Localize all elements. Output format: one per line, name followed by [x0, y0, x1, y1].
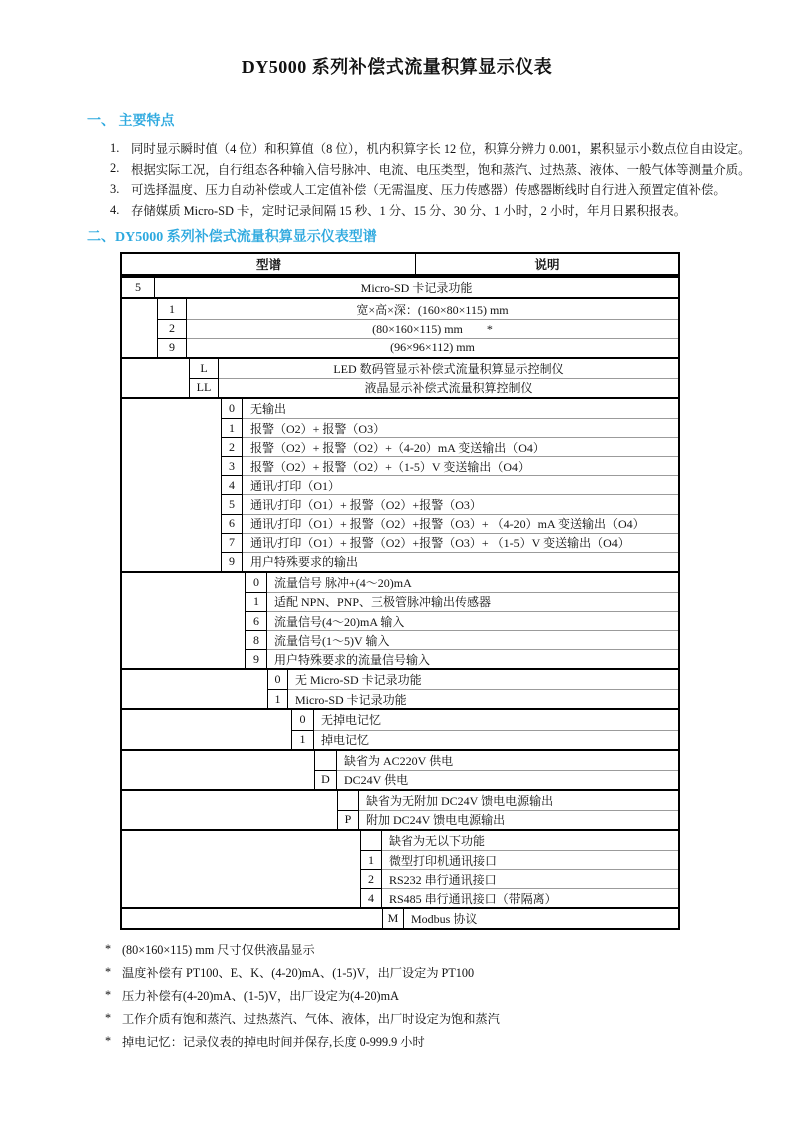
model-desc-cell: 通讯/打印（O1） — [243, 475, 678, 494]
model-desc-cell: (80×160×115) mm * — [187, 319, 678, 338]
model-spectrum-table — [120, 252, 680, 930]
model-desc-cell: 用户特殊要求的输出 — [243, 552, 678, 571]
model-desc-cell: RS485 串行通讯接口（带隔离） — [382, 888, 678, 907]
table-header-row — [122, 254, 678, 276]
model-desc-cell: 报警（O2）+ 报警（O2）+（4-20）mA 变送输出（O4） — [243, 437, 678, 456]
model-code-cell: 1 — [222, 418, 243, 437]
group-indent-cell — [122, 710, 292, 748]
model-code-cell — [338, 791, 359, 810]
table-row — [361, 869, 678, 888]
model-code-cell — [361, 831, 382, 850]
model-code-cell: 0 — [268, 670, 288, 689]
model-desc-cell: LED 数码管显示补偿式流量积算显示控制仪 — [333, 361, 564, 376]
table-row — [222, 399, 678, 418]
table-row — [122, 278, 678, 297]
table-row — [315, 770, 678, 789]
table-row — [190, 359, 678, 378]
model-desc-cell: Micro-SD 卡记录功能 — [288, 689, 678, 708]
table-row — [222, 437, 678, 456]
footnote-line — [105, 1007, 707, 1030]
table-row — [315, 751, 678, 770]
model-code-cell: 4 — [222, 475, 243, 494]
group-indent-cell — [122, 909, 383, 928]
model-code-cell: 9 — [246, 649, 267, 668]
table-row — [246, 592, 678, 611]
model-code-cell: 6 — [222, 514, 243, 533]
table-group — [122, 297, 678, 356]
model-desc-cell: (96×96×112) mm — [187, 338, 678, 357]
table-group — [122, 397, 678, 571]
model-desc-cell: 宽×高×深：(160×80×115) mm — [356, 302, 509, 317]
table-row — [361, 850, 678, 869]
model-code-cell: M — [383, 909, 404, 928]
model-desc-cell: 报警（O2）+ 报警（O2）+（1-5）V 变送输出（O4） — [243, 456, 678, 475]
group-indent-cell — [122, 791, 338, 829]
list-number: 2. — [110, 161, 120, 176]
model-desc-cell: 微型打印机通讯接口 — [382, 850, 678, 869]
model-code-cell: 2 — [222, 437, 243, 456]
footnote-text: (80×160×115) mm 尺寸仅供液晶显示 — [122, 943, 315, 958]
model-code-cell: 9 — [158, 338, 187, 357]
table-group — [122, 789, 678, 829]
table-group — [122, 357, 678, 397]
group-indent-cell — [122, 670, 268, 708]
model-code-cell: 1 — [158, 299, 187, 318]
table-row — [268, 689, 678, 708]
table-row — [292, 730, 678, 749]
section-2-heading: 二、DY5000 系列补偿式流量积算显示仪表型谱 — [87, 230, 377, 246]
group-indent-cell — [122, 299, 158, 356]
asterisk-marker: * — [105, 942, 112, 957]
asterisk-marker: * — [105, 1034, 112, 1049]
table-row — [222, 456, 678, 475]
asterisk-marker: * — [105, 988, 112, 1003]
table-row — [158, 299, 678, 318]
model-code-cell: 0 — [292, 710, 314, 729]
table-row — [222, 533, 678, 552]
model-desc-cell: 液晶显示补偿式流量积算控制仪 — [219, 378, 678, 397]
table-group — [122, 668, 678, 708]
model-desc-cell: 用户特殊要求的流量信号输入 — [267, 649, 678, 668]
model-code-cell: 0 — [222, 399, 243, 418]
footnote-text: 工作介质有饱和蒸汽、过热蒸汽、气体、液体，出厂时设定为饱和蒸汽 — [122, 1012, 500, 1027]
footnote-line — [105, 984, 707, 1007]
feature-text: 同时显示瞬时值（4 位）和积算值（8 位），机内积算字长 12 位，积算分辨力 0.001，累积显示小数点位自由设定。 — [131, 142, 751, 157]
table-row — [361, 888, 678, 907]
model-code-cell: 0 — [246, 573, 267, 592]
group-indent-cell — [122, 573, 246, 668]
table-row — [190, 378, 678, 397]
model-code-cell: 5 — [222, 494, 243, 513]
footnote-line — [105, 961, 707, 984]
table-group — [122, 749, 678, 789]
table-group — [122, 571, 678, 668]
model-desc-cell: 缺省为 AC220V 供电 — [344, 753, 454, 768]
table-row — [246, 611, 678, 630]
table-row — [292, 710, 678, 729]
table-row — [246, 573, 678, 592]
model-code-cell: P — [338, 810, 359, 829]
table-row — [246, 630, 678, 649]
table-row — [338, 791, 678, 810]
table-row — [222, 552, 678, 571]
model-code-cell: 7 — [222, 533, 243, 552]
page-title: DY5000 系列补偿式流量积算显示仪表 — [241, 57, 553, 77]
group-indent-cell — [122, 831, 361, 907]
model-desc-cell: 掉电记忆 — [314, 730, 678, 749]
header-col-description: 说明 — [534, 258, 560, 273]
section-1-heading: 一、 主要特点 — [87, 114, 175, 129]
model-desc-cell: 通讯/打印（O1）+ 报警（O2）+报警（O3）+ （4-20）mA 变送输出（O4） — [243, 514, 678, 533]
model-code-cell: 2 — [158, 319, 187, 338]
feature-text: 根据实际工况，自行组态各种输入信号脉冲、电流、电压类型，饱和蒸汽、过热蒸、液体、一般气体等测量介质。 — [131, 162, 751, 177]
model-desc-cell: Micro-SD 卡记录功能 — [360, 281, 473, 296]
table-row — [222, 514, 678, 533]
model-code-cell: 8 — [246, 630, 267, 649]
model-desc-cell: 附加 DC24V 馈电电源输出 — [359, 810, 678, 829]
model-code-cell: 1 — [246, 592, 267, 611]
model-code-cell: 5 — [122, 278, 155, 297]
table-row — [158, 319, 678, 338]
list-number: 1. — [110, 140, 120, 155]
model-code-cell: 3 — [222, 456, 243, 475]
table-row — [361, 831, 678, 850]
table-group — [122, 829, 678, 907]
model-desc-cell: 流量信号(1～5)V 输入 — [267, 630, 678, 649]
model-code-cell: LL — [190, 378, 219, 397]
model-desc-cell: 通讯/打印（O1）+ 报警（O2）+报警（O3） — [243, 494, 678, 513]
model-desc-cell: 适配 NPN、PNP、三极管脉冲输出传感器 — [267, 592, 678, 611]
table-row — [222, 475, 678, 494]
group-indent-cell — [122, 359, 190, 397]
model-code-cell: D — [315, 770, 337, 789]
group-indent-cell — [122, 399, 222, 571]
model-code-cell: L — [190, 359, 219, 378]
asterisk-marker: * — [105, 965, 112, 980]
list-number: 4. — [110, 202, 120, 217]
model-desc-cell: 流量信号 脉冲+(4～20)mA — [274, 575, 412, 590]
table-row — [268, 670, 678, 689]
model-desc-cell: 缺省为无附加 DC24V 馈电电源输出 — [366, 793, 554, 808]
model-code-cell — [315, 751, 337, 770]
model-code-cell: 2 — [361, 869, 382, 888]
model-code-cell: 1 — [361, 850, 382, 869]
model-desc-cell: 流量信号(4～20)mA 输入 — [267, 611, 678, 630]
footnote-text: 掉电记忆：记录仪表的掉电时间并保存,长度 0-999.9 小时 — [122, 1035, 425, 1050]
model-desc-cell: Modbus 协议 — [411, 912, 478, 927]
model-desc-cell: 报警（O2）+ 报警（O3） — [243, 418, 678, 437]
table-row — [222, 418, 678, 437]
table-row — [158, 338, 678, 357]
table-row — [222, 494, 678, 513]
feature-item — [110, 138, 751, 159]
table-group — [122, 276, 678, 297]
model-desc-cell: DC24V 供电 — [337, 770, 678, 789]
feature-item — [110, 179, 726, 200]
feature-text: 可选择温度、压力自动补偿或人工定值补偿（无需温度、压力传感器）传感器断线时自行进入预置定值补偿。 — [131, 183, 726, 198]
table-row — [246, 649, 678, 668]
model-code-cell: 6 — [246, 611, 267, 630]
model-desc-cell: 无掉电记忆 — [321, 713, 382, 728]
model-code-cell: 1 — [292, 730, 314, 749]
group-indent-cell — [122, 751, 315, 789]
model-desc-cell: 缺省为无以下功能 — [389, 834, 486, 849]
footnote-text: 压力补偿有(4-20)mA、(1-5)V，出厂设定为(4-20)mA — [122, 989, 399, 1004]
model-desc-cell: 通讯/打印（O1）+ 报警（O2）+报警（O3）+ （1-5）V 变送输出（O4） — [243, 533, 678, 552]
feature-list — [110, 138, 751, 220]
footnotes — [105, 938, 707, 1053]
footnote-line — [105, 1030, 707, 1053]
asterisk-marker: * — [105, 1011, 112, 1026]
model-desc-cell: 无输出 — [250, 401, 287, 416]
model-desc-cell: RS232 串行通讯接口 — [382, 869, 678, 888]
list-number: 3. — [110, 181, 120, 196]
table-group — [122, 907, 678, 928]
table-row — [383, 909, 678, 928]
header-col-spectrum: 型谱 — [122, 254, 416, 274]
feature-item — [110, 200, 707, 221]
feature-item — [110, 159, 751, 180]
model-code-cell: 1 — [268, 689, 288, 708]
footnote-text: 温度补偿有 PT100、E、K、(4-20)mA、(1-5)V，出厂设定为 PT100 — [122, 966, 475, 981]
feature-text: 存储媒质 Micro-SD 卡，定时记录间隔 15 秒、1 分、15 分、30 分、1 小时，2 小时，年月日累积报表。 — [131, 204, 687, 219]
model-code-cell: 4 — [361, 888, 382, 907]
footnote-line — [105, 938, 707, 961]
table-row — [338, 810, 678, 829]
model-desc-cell: 无 Micro-SD 卡记录功能 — [295, 673, 422, 688]
table-group — [122, 708, 678, 748]
model-code-cell: 9 — [222, 552, 243, 571]
